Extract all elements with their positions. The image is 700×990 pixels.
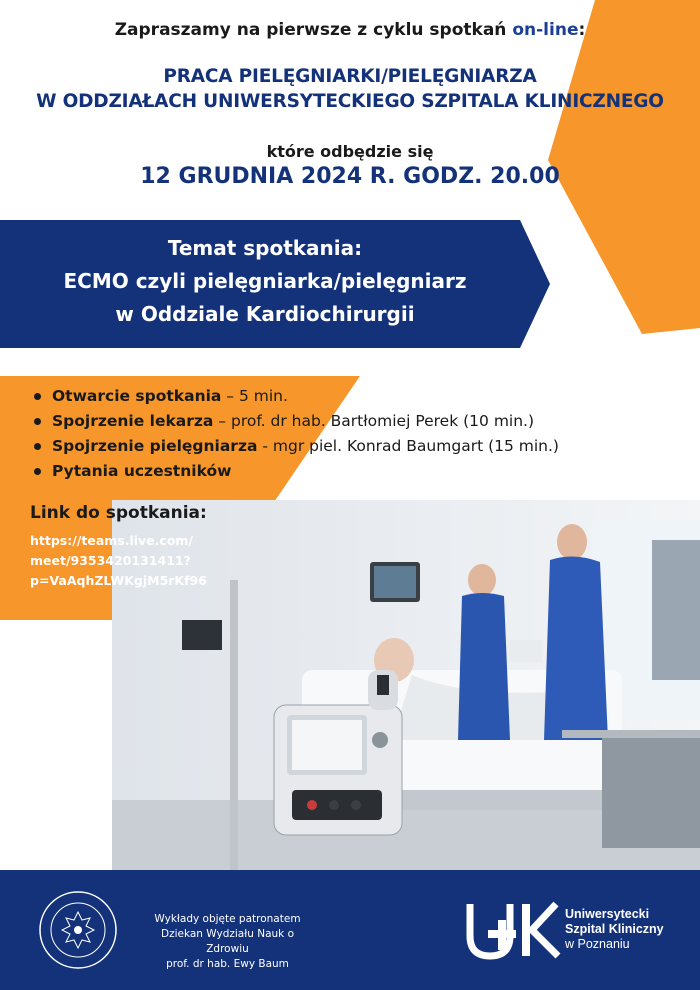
event-title	[0, 64, 700, 114]
intro-text: Zapraszamy na pierwsze z cyklu spotkań	[114, 20, 507, 40]
patronage-line-3: prof. dr hab. Ewy Baum	[166, 958, 289, 970]
topic-line-2: ECMO czyli pielęgniarka/pielęgniarz	[63, 269, 467, 293]
agenda-list	[30, 384, 559, 484]
intro-colon: :	[578, 20, 586, 40]
topic-heading: Temat spotkania:	[167, 236, 363, 260]
event-date: 12 GRUDNIA 2024 R. GODZ. 20.00	[140, 164, 560, 189]
meeting-link-line-3[interactable]: p=VaAqhZLWKgjM5rKf96	[30, 573, 207, 588]
topic-text	[0, 232, 530, 331]
bullet-icon	[34, 443, 41, 450]
hospital-name-line-3: w Poznaniu	[565, 937, 630, 951]
hospital-name-line-1: Uniwersytecki	[565, 907, 650, 921]
bullet-icon	[34, 468, 41, 475]
agenda-item-title: Spojrzenie lekarza	[52, 412, 214, 430]
meeting-link-label: Link do spotkania:	[30, 503, 207, 523]
meeting-link-line-2[interactable]: meet/9353420131411?	[30, 553, 191, 568]
agenda-item-title: Otwarcie spotkania	[52, 387, 222, 405]
patronage-note	[140, 912, 315, 972]
patronage-line-1: Wykłady objęte patronatem	[154, 913, 301, 925]
agenda-item	[30, 459, 559, 484]
university-seal-icon	[38, 890, 118, 970]
agenda-item-title: Spojrzenie pielęgniarza	[52, 437, 258, 455]
bullet-icon	[34, 393, 41, 400]
agenda-item-detail: – prof. dr hab. Bartłomiej Perek (10 min.)	[213, 412, 535, 430]
agenda-item	[30, 384, 559, 409]
hospital-name-line-2: Szpital Kliniczny	[565, 922, 664, 936]
meeting-link-line-1[interactable]: https://teams.live.com/	[30, 533, 194, 548]
invitation-intro	[0, 20, 700, 40]
patronage-line-2: Dziekan Wydziału Nauk o Zdrowiu	[161, 928, 294, 955]
agenda-item-title: Pytania uczestników	[52, 462, 232, 480]
hospital-name	[565, 907, 664, 952]
date-lead: które odbędzie się	[266, 142, 434, 161]
topic-line-3: w Oddziale Kardiochirurgii	[115, 302, 415, 326]
bullet-icon	[34, 418, 41, 425]
meeting-link[interactable]	[30, 531, 250, 591]
agenda-item	[30, 434, 559, 459]
agenda-item	[30, 409, 559, 434]
agenda-item-detail: - mgr piel. Konrad Baumgart (15 min.)	[257, 437, 559, 455]
title-line-2: W ODDZIAŁACH UNIWERSYTECKIEGO SZPITALA KLINICZNEGO	[36, 91, 664, 112]
intro-online-highlight: on-line	[512, 20, 579, 40]
usk-logo-icon	[466, 898, 562, 962]
agenda-item-detail: – 5 min.	[221, 387, 288, 405]
title-line-1: PRACA PIELĘGNIARKI/PIELĘGNIARZA	[163, 66, 537, 87]
